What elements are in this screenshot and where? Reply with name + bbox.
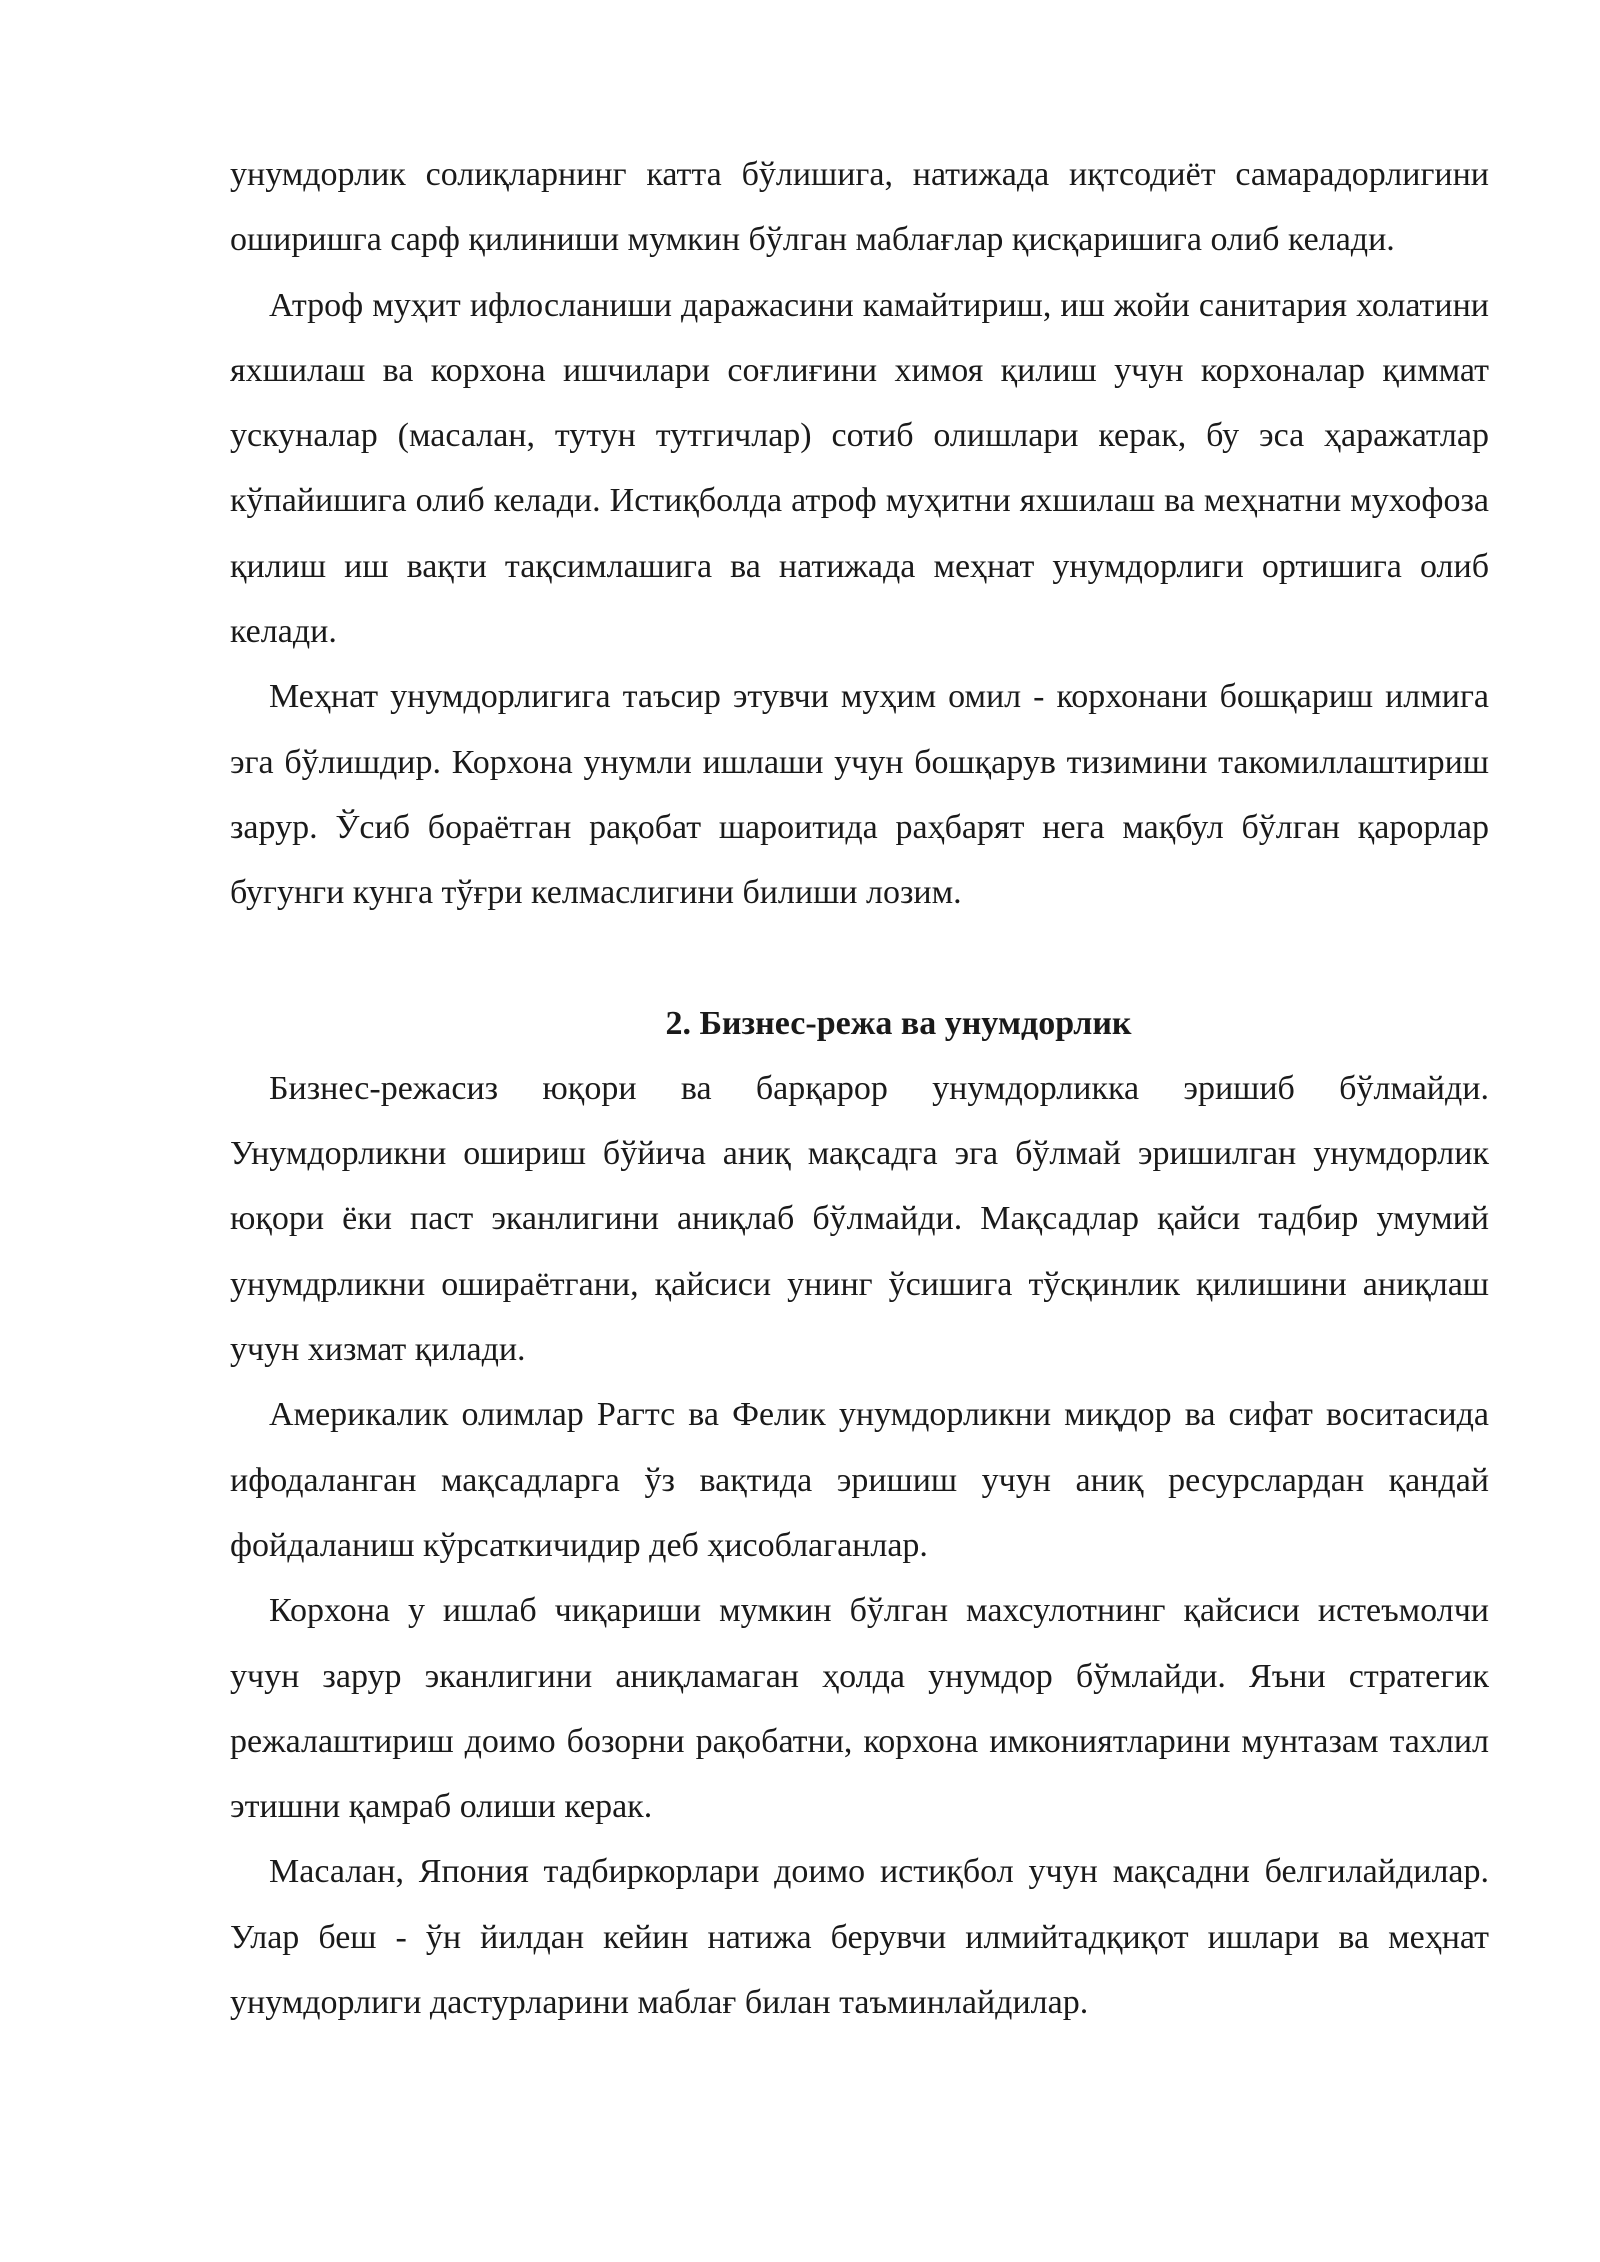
paragraph-business-plan: Бизнес-режасиз юқори ва барқарор унумдорликка эришиб бўлмайди. Унумдорликни ошириш бўйича аниқ мақсадга эга бўлмай эришилган унумдорлик юқори ёки паст эканлигини аниқлаб бўлмайди. Мақсадлар қайси тадбир умумий унумдрликни ошираётгани, қайсиси унинг ўсишига тўсқинлик қилишини аниқлаш учун хизмат қилади.: [230, 1069, 1489, 1369]
paragraph-japan-example: Масалан, Япония тадбиркорлари доимо истиқбол учун мақсадни белгилайдилар. Улар беш - ўн йилдан кейин натижа берувчи илмийтадқиқот ишлари ва меҳнат унумдорлиги дастурларини маблағ билан таъминлайдилар.: [230, 1853, 1489, 2022]
paragraph-environment: Атроф муҳит ифлосланиши даражасини камайтириш, иш жойи санитария холатини яхшилаш ва корхона ишчилари соғлиғини химоя қилиш учун корхоналар қиммат ускуналар (масалан, тутун тутгичлар) сотиб олишлари керак, бу эса ҳаражатлар кўпайишига олиб келади. Истиқболда атроф муҳитни яхшилаш ва меҳнатни мухофоза қилиш иш вақти тақсимлашига ва натижада меҳнат унумдорлиги ортишига олиб келади.: [230, 286, 1489, 651]
paragraph-continuation: унумдорлик солиқларнинг катта бўлишига, натижада иқтсодиёт самарадорлигини оширишга сарф қилиниши мумкин бўлган маблағлар қисқаришига олиб келади.: [230, 156, 1489, 259]
document-body: [230, 142, 1489, 2035]
paragraph-american-scientists: Америкалик олимлар Рагтс ва Фелик унумдорликни миқдор ва сифат воситасида ифодаланган мақсадларга ўз вақтида эришиш учун аниқ ресурслардан қандай фойдаланиш кўрсаткичидир деб ҳисоблаганлар.: [230, 1396, 1489, 1564]
paragraph-management: Меҳнат унумдорлигига таъсир этувчи муҳим омил - корхонани бошқариш илмига эга бўлишдир. Корхона унумли ишлаши учун бошқарув тизимини такомиллаштириш зарур. Ўсиб бораётган рақобат шароитида раҳбарят нега мақбул бўлган қарорлар бугунги кунга тўғри келмаслигини билиши лозим.: [230, 678, 1489, 912]
section-spacer: [230, 926, 1489, 991]
section-heading: 2. Бизнес-режа ва унумдорлик: [665, 1004, 1132, 1042]
paragraph-strategic-planning: Корхона у ишлаб чиқариши мумкин бўлган махсулотнинг қайсиси истеъмолчи учун зарур эканлигини аниқламаган ҳолда унумдор бўмлайди. Яъни стратегик режалаштириш доимо бозорни рақобатни, корхона имкониятларини мунтазам тахлил этишни қамраб олиши керак.: [230, 1592, 1489, 1826]
